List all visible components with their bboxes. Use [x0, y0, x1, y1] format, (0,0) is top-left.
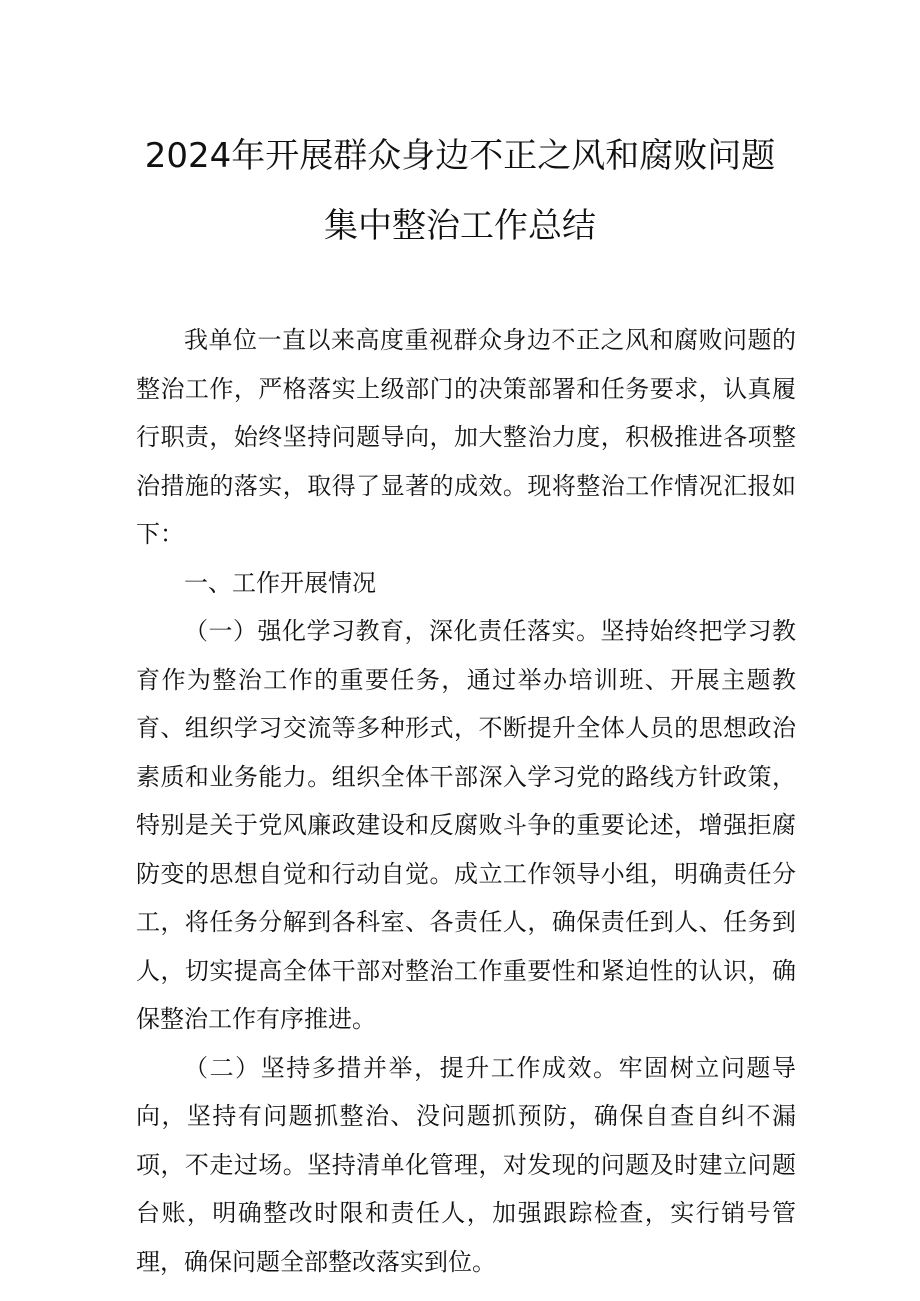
- paragraph-item-1: （一）强化学习教育，深化责任落实。坚持始终把学习教育作为整治工作的重要任务，通过举办培训班、开展主题教育、组织学习交流等多种形式，不断提升全体人员的思想政治素质和业务能力。组织全体干部深入学习党的路线方针政策，特别是关于党风廉政建设和反腐败斗争的重要论述，增强拒腐防变的思想自觉和行动自觉。成立工作领导小组，明确责任分工，将任务分解到各科室、各责任人，确保责任到人、任务到人，切实提高全体干部对整治工作重要性和紧迫性的认识，确保整治工作有序推进。: [136, 617, 796, 1033]
- section-heading: 一、工作开展情况: [184, 568, 376, 597]
- document-title-line-2: 集中整治工作总结: [324, 206, 596, 246]
- intro-paragraph: 我单位一直以来高度重视群众身边不正之风和腐败问题的整治工作，严格落实上级部门的决策部署和任务要求，认真履行职责，始终坚持问题导向，加大整治力度，积极推进各项整治措施的落实，取得了显著的成效。现将整治工作情况汇报如下：: [136, 326, 796, 548]
- document-title-line-1: 2024年开展群众身边不正之风和腐败问题: [144, 136, 776, 176]
- document-body: [136, 316, 796, 1286]
- paragraph-item-2: （二）坚持多措并举，提升工作成效。牢固树立问题导向，坚持有问题抓整治、没问题抓预防，确保自查自纠不漏项，不走过场。坚持清单化管理，对发现的问题及时建立问题台账，明确整改时限和责任人，加强跟踪检查，实行销号管理，确保问题全部整改落实到位。: [136, 1053, 796, 1276]
